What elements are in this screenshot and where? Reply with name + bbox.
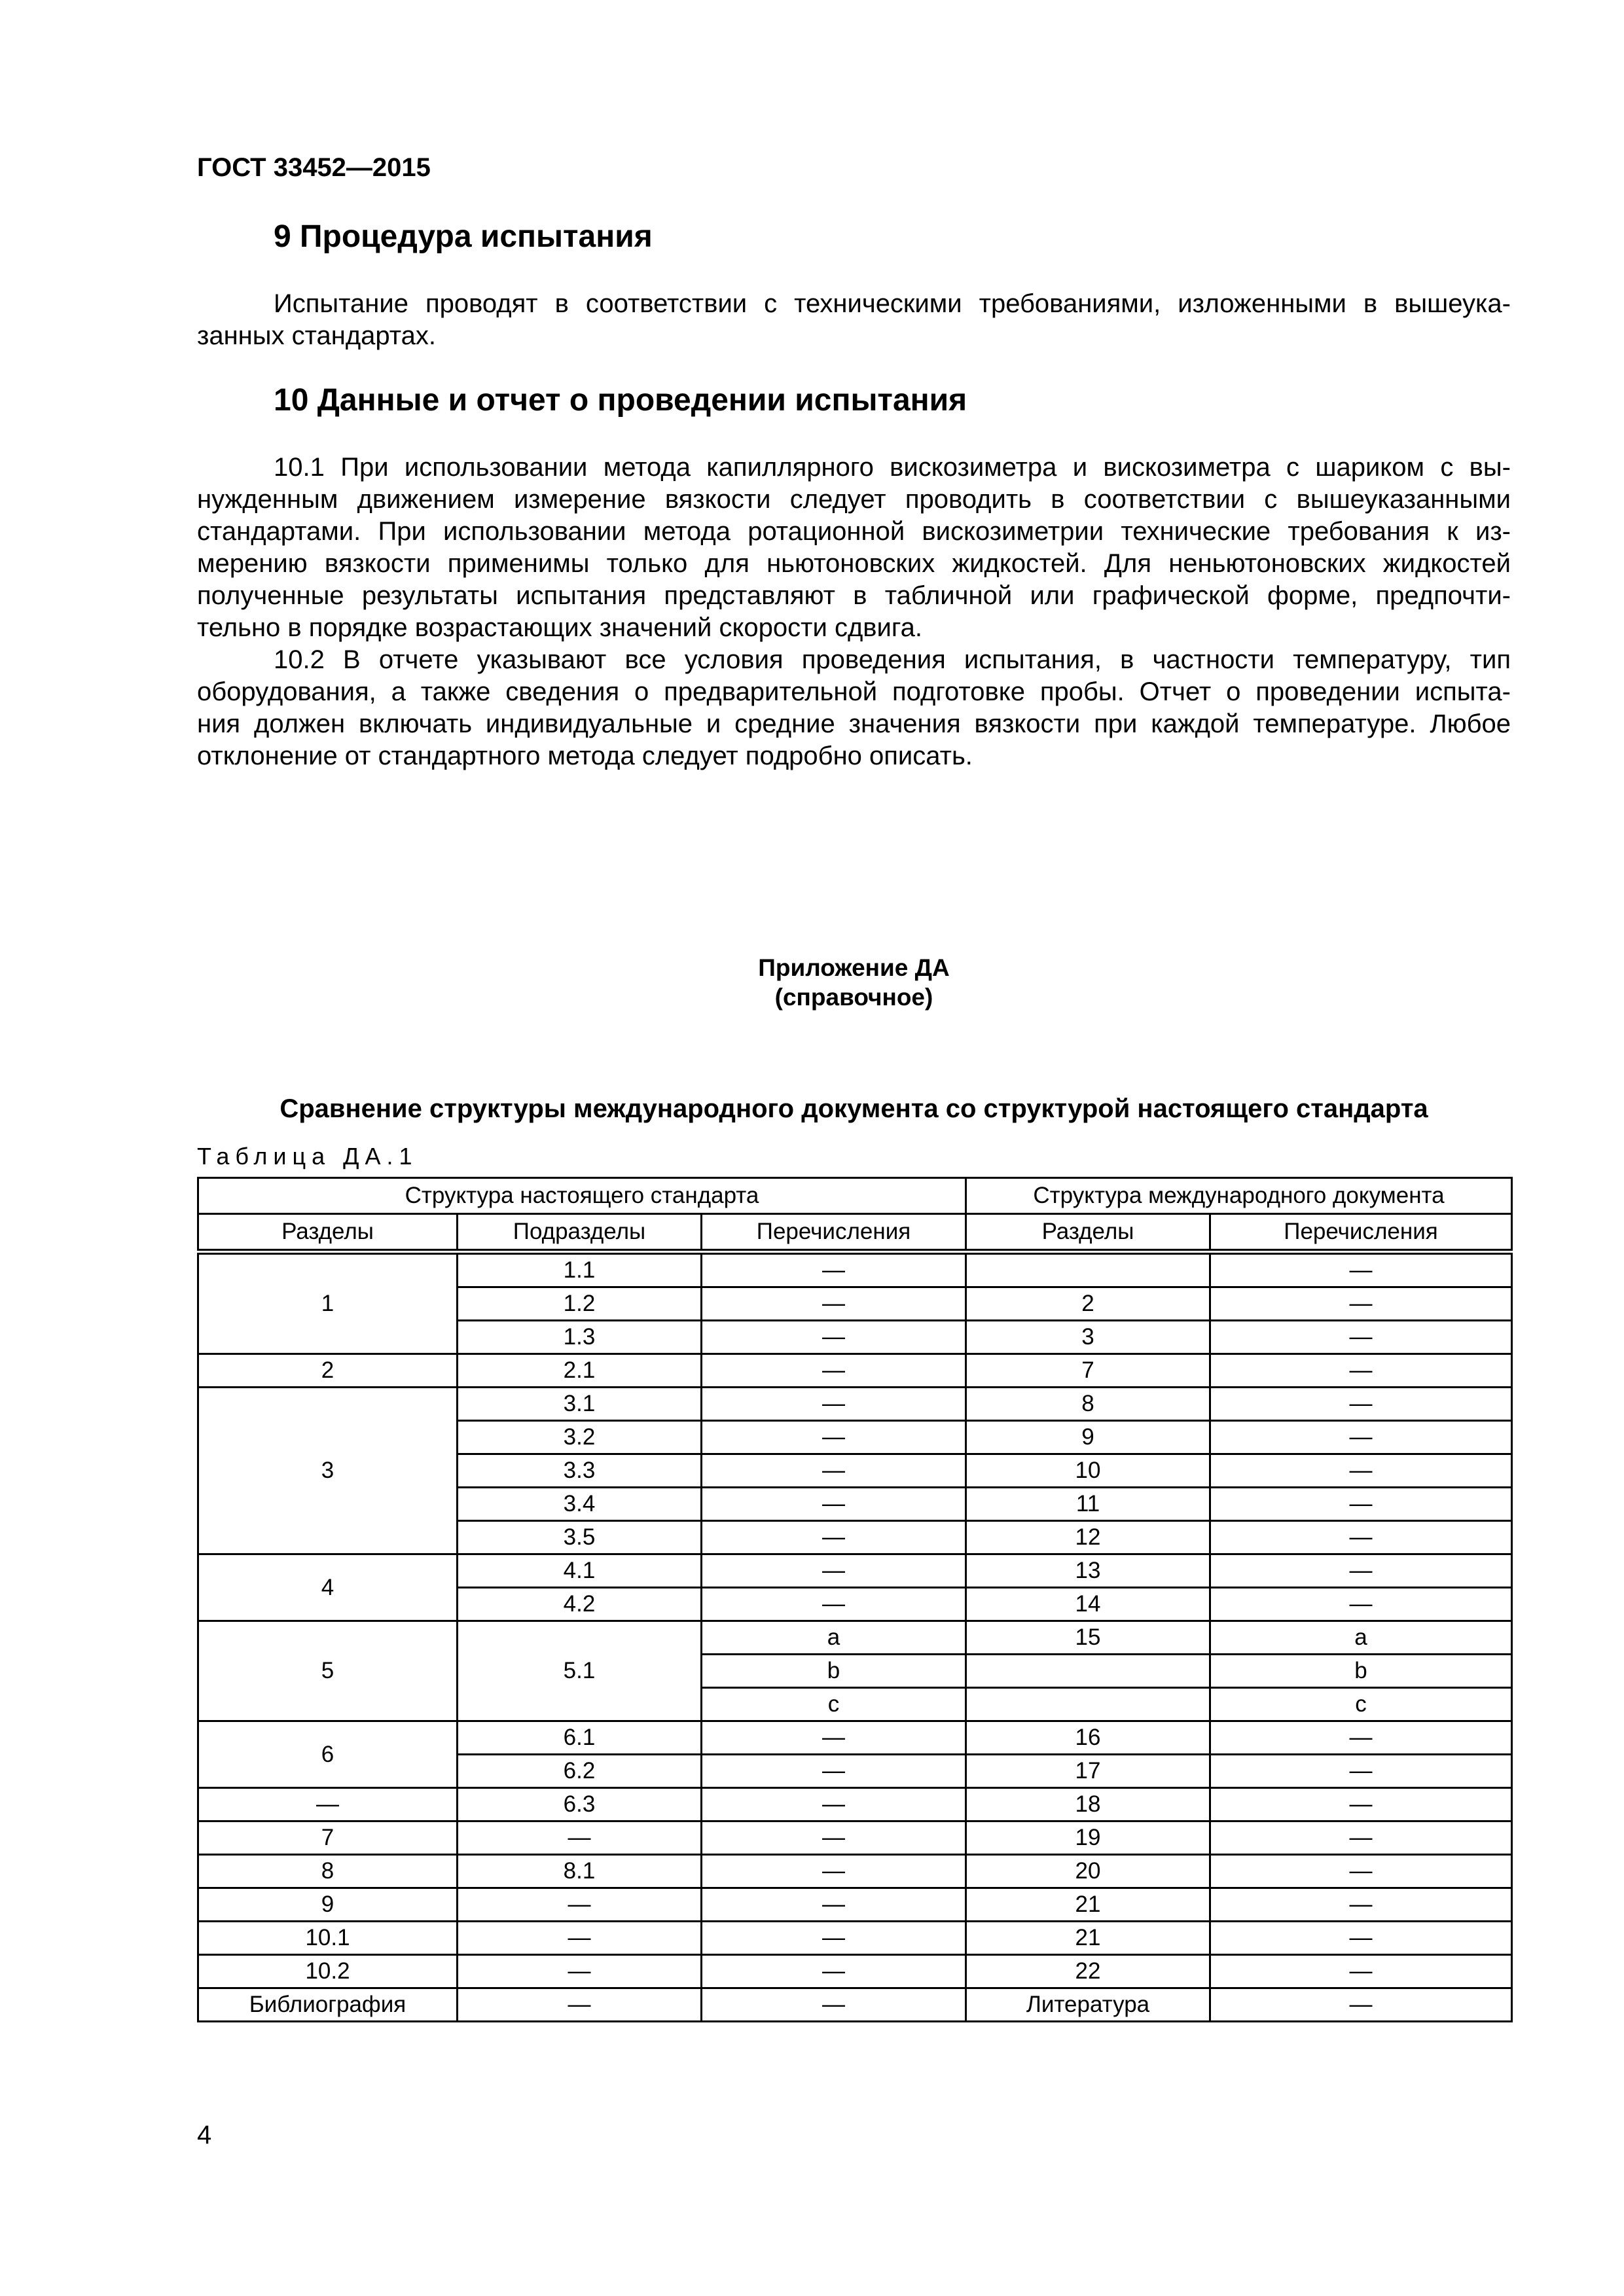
text-line: ния должен включать индивидуальные и средние значения вязкости при каждой температуре. Любое bbox=[197, 709, 1511, 738]
table-cell: — bbox=[1210, 1988, 1512, 2022]
table-cell: 6.2 bbox=[458, 1755, 702, 1788]
table-cell: — bbox=[1210, 1287, 1512, 1321]
table-cell: — bbox=[458, 1988, 702, 2022]
table-row bbox=[198, 1388, 1512, 1421]
table-cell: 3.2 bbox=[458, 1421, 702, 1454]
table-cell: 3 bbox=[966, 1321, 1210, 1354]
column-header: Перечисления bbox=[1210, 1214, 1512, 1252]
table-cell: 2 bbox=[966, 1287, 1210, 1321]
table-cell: 1.3 bbox=[458, 1321, 702, 1354]
table-cell: — bbox=[198, 1788, 458, 1821]
table-row bbox=[198, 1821, 1512, 1855]
table-cell: — bbox=[702, 1252, 966, 1287]
table-cell: 7 bbox=[198, 1821, 458, 1855]
table-cell: — bbox=[702, 1421, 966, 1454]
table-cell: 6.3 bbox=[458, 1788, 702, 1821]
table-cell: 2.1 bbox=[458, 1354, 702, 1388]
table-row bbox=[198, 1888, 1512, 1922]
text-line: нужденным движением измерение вязкости следует проводить в соответствии с вышеуказанными bbox=[197, 485, 1511, 514]
text-line: стандартами. При использовании метода ротационной вискозиметрии технические требования к из- bbox=[197, 517, 1511, 546]
table-cell: Библиография bbox=[198, 1988, 458, 2022]
table-cell: — bbox=[458, 1888, 702, 1922]
table-cell: — bbox=[1210, 1354, 1512, 1388]
table-cell: 9 bbox=[966, 1421, 1210, 1454]
table-cell: 3 bbox=[198, 1388, 458, 1554]
table-cell: — bbox=[702, 1788, 966, 1821]
column-header: Перечисления bbox=[702, 1214, 966, 1252]
column-header: Подразделы bbox=[458, 1214, 702, 1252]
table-cell: — bbox=[702, 1755, 966, 1788]
table-cell bbox=[966, 1655, 1210, 1688]
table-cell: b bbox=[1210, 1655, 1512, 1688]
table-cell: 15 bbox=[966, 1621, 1210, 1655]
table-cell: 3.3 bbox=[458, 1454, 702, 1488]
table-cell: — bbox=[702, 1588, 966, 1621]
table-cell: — bbox=[702, 1287, 966, 1321]
column-header: Разделы bbox=[198, 1214, 458, 1252]
table-cell: — bbox=[1210, 1855, 1512, 1888]
table-cell: — bbox=[702, 1354, 966, 1388]
table-cell: 9 bbox=[198, 1888, 458, 1922]
table-row bbox=[198, 1554, 1512, 1588]
text-line: Испытание проводят в соответствии с техническими требованиями, изложенными в вышеука- bbox=[274, 289, 1511, 318]
table-cell: — bbox=[458, 1955, 702, 1988]
table-cell: — bbox=[702, 1855, 966, 1888]
table-cell: 6.1 bbox=[458, 1721, 702, 1755]
table-row bbox=[198, 1721, 1512, 1755]
table-cell: — bbox=[1210, 1454, 1512, 1488]
text-line: мерению вязкости применимы только для ньютоновских жидкостей. Для неньютоновских жидкостей bbox=[197, 549, 1511, 578]
table-cell: 8 bbox=[198, 1855, 458, 1888]
table-cell: — bbox=[702, 1988, 966, 2022]
table-cell: Литература bbox=[966, 1988, 1210, 2022]
table-cell: — bbox=[1210, 1252, 1512, 1287]
table-cell: 8 bbox=[966, 1388, 1210, 1421]
table-cell: — bbox=[1210, 1521, 1512, 1554]
table-cell: 21 bbox=[966, 1888, 1210, 1922]
table-cell: — bbox=[702, 1521, 966, 1554]
table-cell: 6 bbox=[198, 1721, 458, 1788]
table-cell: — bbox=[1210, 1888, 1512, 1922]
table-cell: — bbox=[1210, 1721, 1512, 1755]
table-cell: 7 bbox=[966, 1354, 1210, 1388]
table-cell: 1 bbox=[198, 1252, 458, 1354]
table-cell: 19 bbox=[966, 1821, 1210, 1855]
table-cell: — bbox=[702, 1388, 966, 1421]
appendix-subtitle: (справочное) bbox=[774, 984, 933, 1011]
table-cell: a bbox=[1210, 1621, 1512, 1655]
table-cell: — bbox=[702, 1321, 966, 1354]
table-cell: — bbox=[1210, 1421, 1512, 1454]
table-cell: — bbox=[1210, 1955, 1512, 1988]
table-cell: — bbox=[702, 1888, 966, 1922]
table-cell: 13 bbox=[966, 1554, 1210, 1588]
table-cell: — bbox=[702, 1488, 966, 1521]
table-cell: — bbox=[702, 1454, 966, 1488]
appendix-title: Приложение ДА bbox=[758, 954, 950, 981]
table-cell: — bbox=[1210, 1321, 1512, 1354]
table-cell: 3.5 bbox=[458, 1521, 702, 1554]
table-cell: — bbox=[1210, 1588, 1512, 1621]
table-cell: 18 bbox=[966, 1788, 1210, 1821]
table-cell: 2 bbox=[198, 1354, 458, 1388]
table-row bbox=[198, 1252, 1512, 1287]
table-cell: 17 bbox=[966, 1755, 1210, 1788]
table-row bbox=[198, 1955, 1512, 1988]
table-cell: — bbox=[1210, 1821, 1512, 1855]
table-title: Сравнение структуры международного документа со структурой настоящего стандарта bbox=[280, 1094, 1428, 1123]
text-line: полученные результаты испытания представляют в табличной или графической форме, предпочти- bbox=[197, 581, 1511, 610]
group-header-this-standard: Структура настоящего стандарта bbox=[198, 1178, 966, 1214]
table-cell: — bbox=[702, 1922, 966, 1955]
table-cell: — bbox=[1210, 1755, 1512, 1788]
table-cell: c bbox=[702, 1688, 966, 1721]
table-cell: — bbox=[1210, 1554, 1512, 1588]
table-cell: 4.2 bbox=[458, 1588, 702, 1621]
table-cell: — bbox=[1210, 1388, 1512, 1421]
table-cell: 10.1 bbox=[198, 1922, 458, 1955]
table-cell: 21 bbox=[966, 1922, 1210, 1955]
table-row bbox=[198, 1788, 1512, 1821]
table-cell: — bbox=[1210, 1488, 1512, 1521]
table-row bbox=[198, 1354, 1512, 1388]
text-line: 10.2 В отчете указывают все условия проведения испытания, в частности температуру, тип bbox=[274, 645, 1511, 674]
table-cell: b bbox=[702, 1655, 966, 1688]
table-cell: — bbox=[458, 1922, 702, 1955]
table-cell: 4 bbox=[198, 1554, 458, 1621]
table-cell: — bbox=[458, 1821, 702, 1855]
section-10-heading: 10 Данные и отчет о проведении испытания bbox=[274, 383, 967, 418]
table-cell: 10 bbox=[966, 1454, 1210, 1488]
table-cell: 3.4 bbox=[458, 1488, 702, 1521]
table-cell: 8.1 bbox=[458, 1855, 702, 1888]
table-cell: 22 bbox=[966, 1955, 1210, 1988]
table-cell: — bbox=[1210, 1922, 1512, 1955]
table-cell: a bbox=[702, 1621, 966, 1655]
table-cell: 4.1 bbox=[458, 1554, 702, 1588]
page-number: 4 bbox=[197, 2121, 212, 2149]
table-cell: 3.1 bbox=[458, 1388, 702, 1421]
table-cell: — bbox=[702, 1554, 966, 1588]
group-header-international-document: Структура международного документа bbox=[966, 1178, 1512, 1214]
text-line: тельно в порядке возрастающих значений скорости сдвига. bbox=[197, 613, 922, 642]
table-row bbox=[198, 1855, 1512, 1888]
section-9-heading: 9 Процедура испытания bbox=[274, 219, 653, 254]
column-header: Разделы bbox=[966, 1214, 1210, 1252]
table-body bbox=[198, 1252, 1512, 2022]
table-row bbox=[198, 1988, 1512, 2022]
table-cell: 1.2 bbox=[458, 1287, 702, 1321]
table-row bbox=[198, 1621, 1512, 1655]
text-line: 10.1 При использовании метода капиллярного вискозиметра и вискозиметра с шариком с вы- bbox=[274, 453, 1511, 482]
table-cell: c bbox=[1210, 1688, 1512, 1721]
section-9-paragraph bbox=[197, 288, 1511, 352]
paragraph-10-2 bbox=[197, 644, 1511, 772]
table-cell bbox=[966, 1252, 1210, 1287]
table-cell: — bbox=[702, 1821, 966, 1855]
table-cell: 5.1 bbox=[458, 1621, 702, 1721]
table-cell: 20 bbox=[966, 1855, 1210, 1888]
table-cell: 12 bbox=[966, 1521, 1210, 1554]
table-cell: 14 bbox=[966, 1588, 1210, 1621]
table-cell: 5 bbox=[198, 1621, 458, 1721]
paragraph-10-1 bbox=[197, 452, 1511, 644]
comparison-table bbox=[197, 1177, 1513, 2022]
table-cell: 16 bbox=[966, 1721, 1210, 1755]
table-row bbox=[198, 1922, 1512, 1955]
table-cell: — bbox=[1210, 1788, 1512, 1821]
text-line: оборудования, а также сведения о предварительной подготовке пробы. Отчет о проведении испыта- bbox=[197, 677, 1511, 706]
table-column-header-row bbox=[198, 1214, 1512, 1252]
document-code: ГОСТ 33452—2015 bbox=[197, 153, 431, 182]
table-cell: 1.1 bbox=[458, 1252, 702, 1287]
table-group-header-row bbox=[198, 1178, 1512, 1214]
table-label: Таблица ДА.1 bbox=[197, 1143, 418, 1170]
table-cell: 10.2 bbox=[198, 1955, 458, 1988]
text-line: занных стандартах. bbox=[197, 321, 437, 350]
table-cell bbox=[966, 1688, 1210, 1721]
table-cell: 11 bbox=[966, 1488, 1210, 1521]
table-cell: — bbox=[702, 1721, 966, 1755]
text-line: отклонение от стандартного метода следует подробно описать. bbox=[197, 742, 973, 770]
table-cell: — bbox=[702, 1955, 966, 1988]
